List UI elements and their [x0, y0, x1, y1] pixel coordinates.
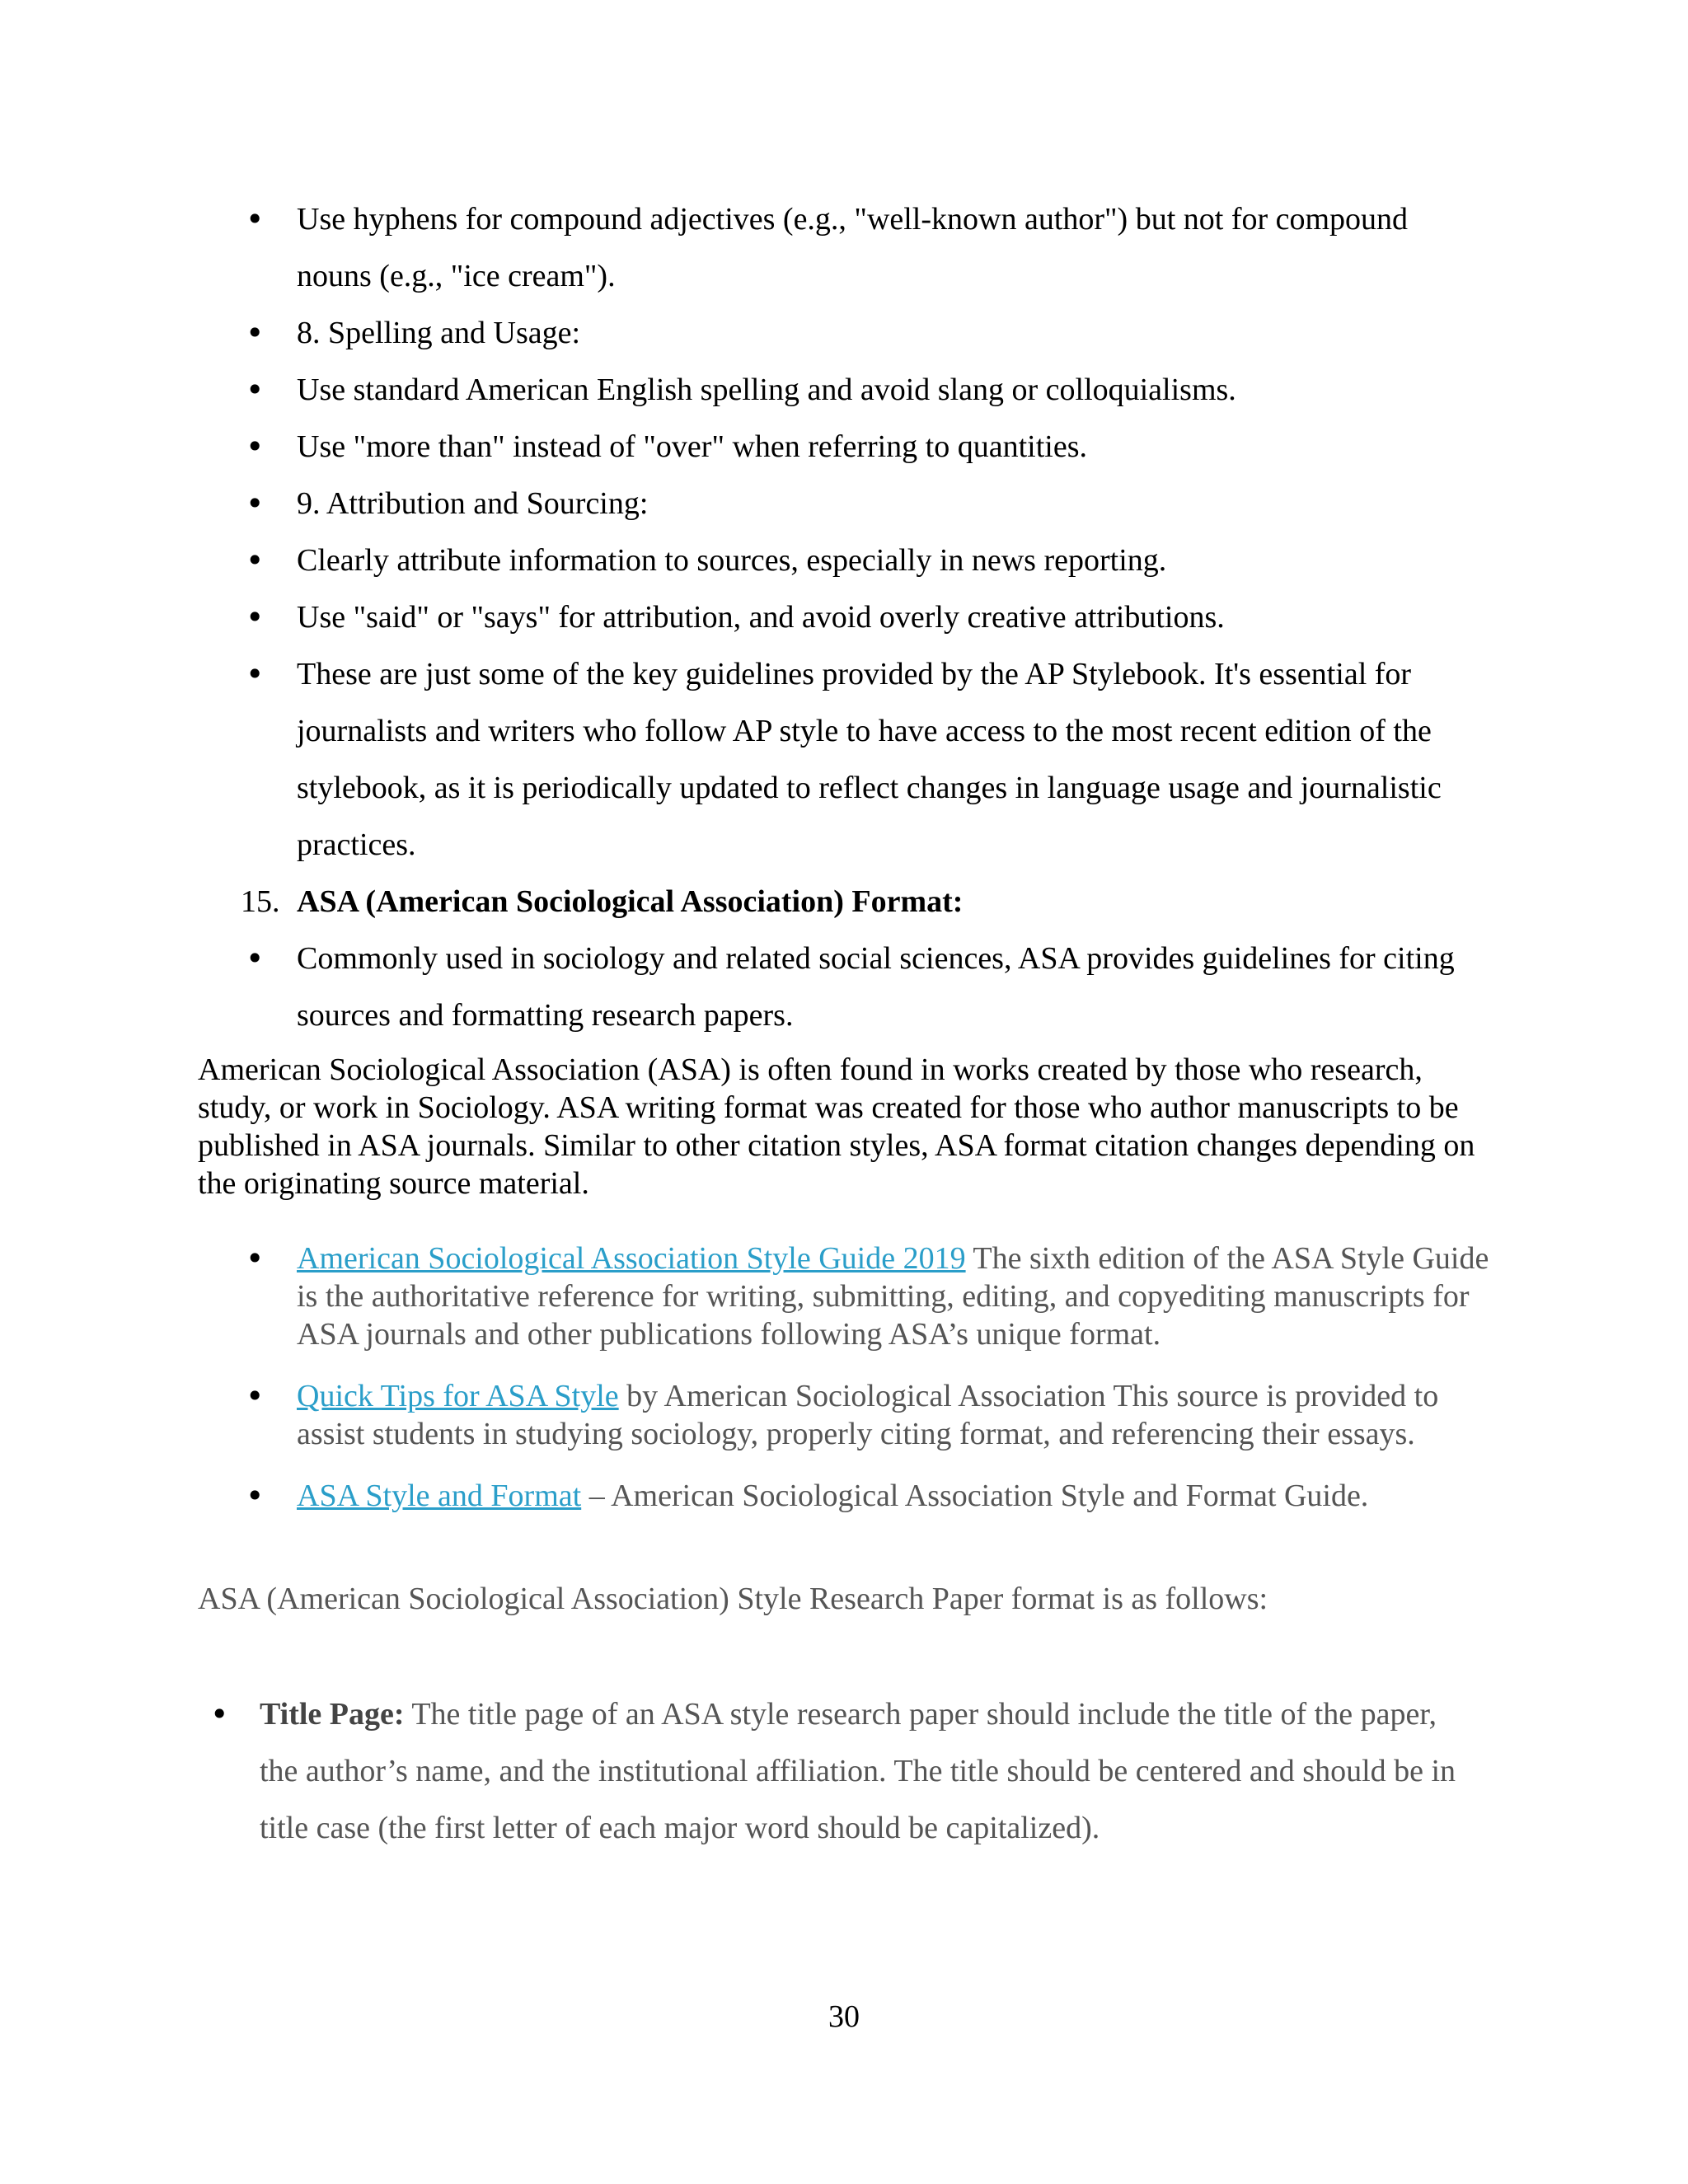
list-item [246, 305, 1484, 362]
list-item-text: Use standard American English spelling and avoid slang or colloquialisms. [297, 373, 1236, 407]
asa-intro-paragraph: American Sociological Association (ASA) is often found in works created by those who research, study, or work in Sociology. ASA writing format was created for those who author manuscripts to be published in ASA journals. Similar to other citation styles, ASA format citation changes depending on the originating source material. [198, 1052, 1475, 1201]
bullet-marker: • [246, 429, 265, 465]
bullet-marker: • [246, 656, 265, 692]
asa-style-guide-2019-link[interactable]: American Sociological Association Style Guide 2019 [297, 1241, 966, 1276]
list-item [246, 1477, 1492, 1515]
list-item-text: 9. Attribution and Sourcing: [297, 486, 649, 521]
heading-number: 15. [241, 884, 280, 919]
bullet-marker: • [246, 599, 265, 635]
bullet-marker: • [246, 1378, 265, 1414]
quick-tips-asa-style-link[interactable]: Quick Tips for ASA Style [297, 1379, 619, 1413]
bullet-marker: • [246, 315, 265, 351]
asa-format-intro-paragraph: ASA (American Sociological Association) Style Research Paper format is as follows: [198, 1582, 1268, 1616]
bullet-marker: • [246, 940, 265, 977]
bullet-marker: • [210, 1696, 229, 1732]
list-item-text: Use "more than" instead of "over" when referring to quantities. [297, 429, 1087, 464]
bullet-marker: • [246, 542, 265, 579]
bullet-marker: • [246, 372, 265, 408]
list-item [246, 476, 1484, 532]
list-item [246, 930, 1484, 1044]
asa-style-and-format-link[interactable]: ASA Style and Format [297, 1479, 582, 1513]
list-item [246, 532, 1484, 589]
list-item [246, 646, 1484, 874]
bullet-marker: • [246, 1478, 265, 1514]
list-item [246, 362, 1484, 419]
list-item-text: Use hyphens for compound adjectives (e.g., "well-known author") but not for compound nouns (e.g., "ice cream"). [297, 202, 1409, 293]
list-item-text: 8. Spelling and Usage: [297, 316, 581, 350]
asa-format-list [210, 1686, 1479, 1857]
bullet-marker: • [246, 201, 265, 237]
list-item-text: Use "said" or "says" for attribution, and avoid overly creative attributions. [297, 600, 1225, 635]
section-heading-asa [241, 874, 1484, 930]
list-item-text: These are just some of the key guidelines provided by the AP Stylebook. It's essential for journalists and writers who follow AP style to have access to the most recent edition of the stylebook, as it is periodically updated to reflect changes in language usage and journalistic practices. [297, 657, 1442, 862]
bullet-marker: • [246, 1240, 265, 1277]
list-item-text: Clearly attribute information to sources, especially in news reporting. [297, 543, 1167, 578]
list-item-text: The title page of an ASA style research paper should include the title of the paper, the author’s name, and the institutional affiliation. The title should be centered and should be in title case (the first letter of each major word should be capitalized). [260, 1697, 1456, 1845]
list-item-text: by American Sociological Association This source is provided to assist students in studying sociology, properly citing format, and referencing their essays. [297, 1379, 1439, 1451]
list-item-label: Title Page: [260, 1697, 405, 1732]
list-item [246, 419, 1484, 476]
list-item-text: The sixth edition of the ASA Style Guide is the authoritative reference for writing, submitting, editing, and copyediting manuscripts for ASA journals and other publications following ASA’s unique format. [297, 1241, 1489, 1352]
heading-text: ASA (American Sociological Association) Format: [297, 884, 964, 919]
list-item-text: Commonly used in sociology and related social sciences, ASA provides guidelines for citing sources and formatting research papers. [297, 941, 1455, 1033]
list-item-text: – American Sociological Association Style and Format Guide. [581, 1479, 1369, 1513]
list-item [210, 1686, 1479, 1857]
list-item [246, 589, 1484, 646]
page-number: 30 [828, 1999, 860, 2034]
bullet-marker: • [246, 485, 265, 522]
ap-style-guidelines-list [241, 191, 1484, 1044]
list-item [246, 191, 1484, 305]
list-item [246, 1240, 1492, 1353]
asa-resources-list [246, 1240, 1492, 1539]
list-item [246, 1377, 1492, 1453]
